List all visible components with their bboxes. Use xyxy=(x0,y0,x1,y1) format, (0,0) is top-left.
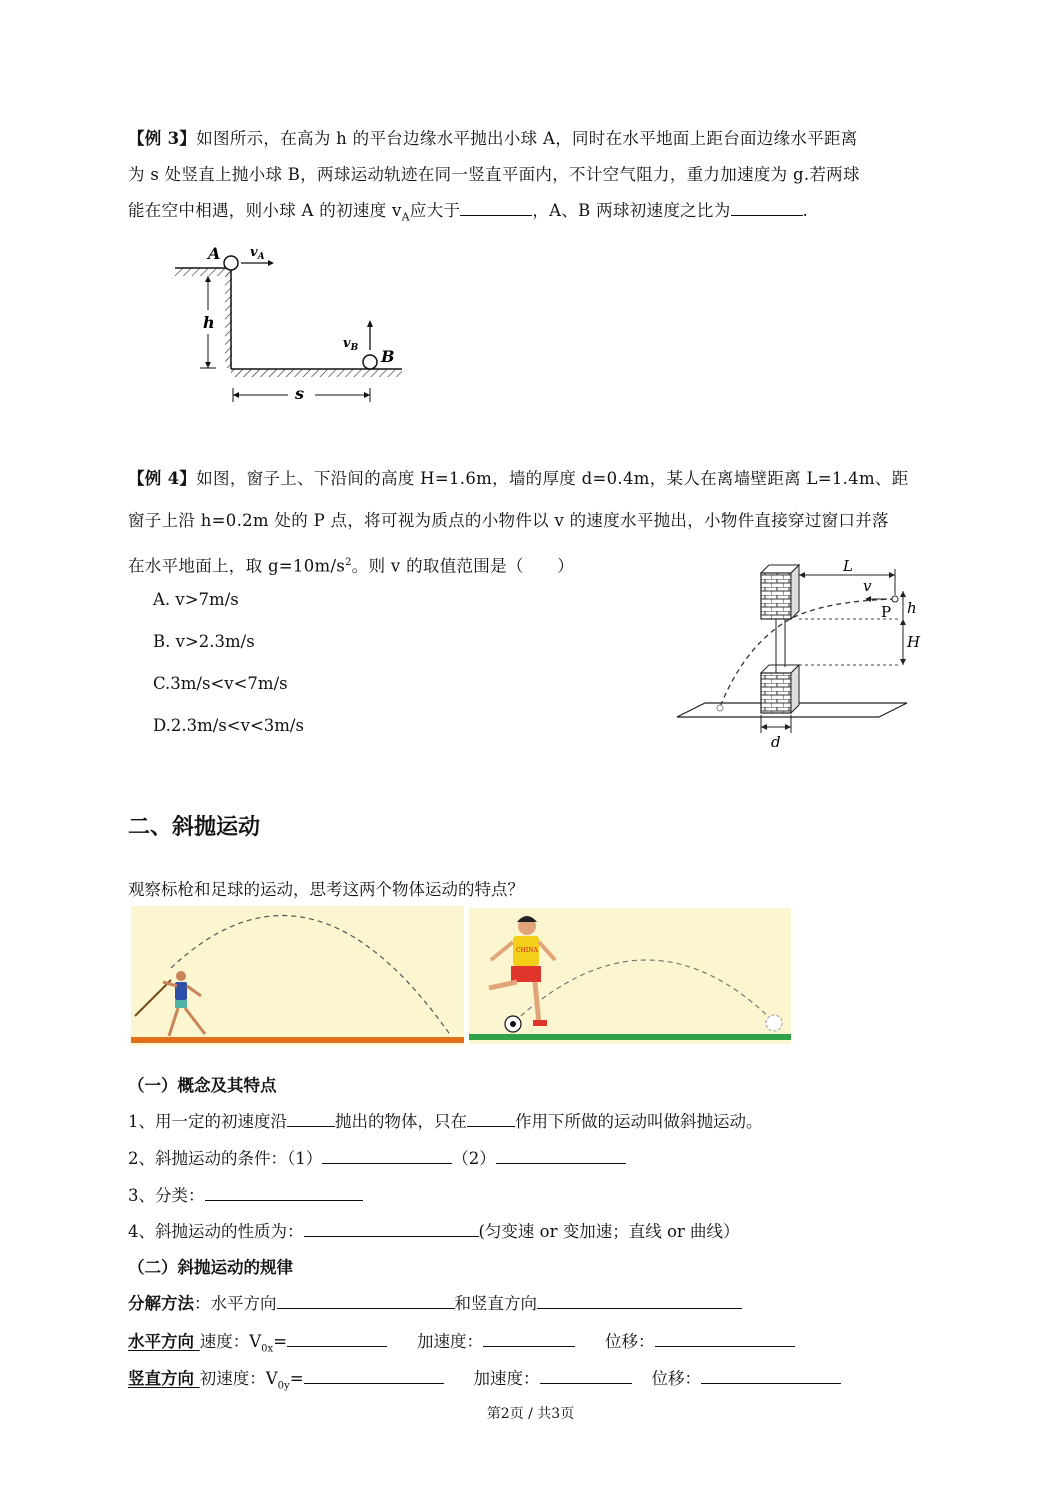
horizontal-acceleration-label: 加速度： xyxy=(417,1332,484,1351)
example-4-line-3a: 在水平地面上，取 g=10m/s xyxy=(128,556,346,576)
football-pitch xyxy=(469,1034,791,1040)
d-arrow-right xyxy=(785,724,791,730)
vertical-acceleration-label: 加速度： xyxy=(473,1369,540,1388)
item-3 xyxy=(128,1182,363,1206)
l-arrow-left xyxy=(799,572,805,578)
subheading-concept: （一）概念及其特点 xyxy=(128,1076,277,1095)
blank-ay[interactable] xyxy=(540,1369,632,1384)
decomposition-vertical: 和竖直方向 xyxy=(454,1294,537,1313)
label-v: v xyxy=(863,577,872,595)
answer-blank-ratio[interactable] xyxy=(731,201,803,216)
example-3-line-3a: 能在空中相遇，则小球 A 的初速度 v xyxy=(128,201,402,220)
vertical-line xyxy=(128,1365,841,1391)
javelin-illustration xyxy=(131,906,464,1046)
ground-hatch xyxy=(231,369,402,377)
lower-wall-side xyxy=(791,665,799,713)
h-dim-arrow xyxy=(900,591,906,597)
label-b: B xyxy=(381,347,395,366)
label-va-sub: A xyxy=(257,252,265,262)
v0y-subscript: 0y xyxy=(277,1380,290,1392)
label-d: d xyxy=(771,733,781,751)
point-p xyxy=(892,596,898,602)
javelin-track xyxy=(131,1037,464,1043)
item-2-part-b: （2） xyxy=(452,1149,496,1168)
svg-text:vB xyxy=(343,336,359,353)
blank-vertical-motion[interactable] xyxy=(537,1294,742,1309)
item-2-part-a: 2、斜抛运动的条件：（1） xyxy=(128,1149,323,1168)
va-subscript: A xyxy=(401,210,410,224)
label-vb: v xyxy=(343,336,351,351)
item-1-part-c: 作用下所做的运动叫做斜抛运动。 xyxy=(515,1112,763,1131)
vertical-label: 竖直方向 xyxy=(128,1369,200,1388)
h-arrow-up xyxy=(205,276,211,282)
v0x-subscript: 0x xyxy=(261,1343,274,1355)
label-va: v xyxy=(250,245,258,260)
l-arrow-right xyxy=(889,572,895,578)
blank-ax[interactable] xyxy=(483,1332,575,1347)
example-3-line-3c: ，A、B 两球初速度之比为 xyxy=(532,201,731,220)
d-arrow-left xyxy=(761,724,767,730)
item-4 xyxy=(128,1218,740,1242)
horizontal-velocity-eq: = xyxy=(273,1332,288,1351)
va-arrowhead xyxy=(268,260,274,266)
h-arrow-down xyxy=(205,362,211,368)
label-l: L xyxy=(843,557,853,575)
vertical-velocity-eq: = xyxy=(289,1369,304,1388)
section-heading: 二、斜抛运动 xyxy=(128,815,261,840)
subheading-laws: （二）斜抛运动的规律 xyxy=(128,1258,293,1277)
s-arrow-left xyxy=(233,392,239,398)
blank-v0x[interactable] xyxy=(287,1332,387,1347)
horizontal-velocity-label: 速度：V xyxy=(199,1332,262,1351)
option-c[interactable]: C.3m/s<v<7m/s xyxy=(153,674,288,693)
item-1-part-b: 抛出的物体，只在 xyxy=(335,1112,467,1131)
label-p: P xyxy=(881,603,892,621)
ball-b xyxy=(363,355,377,369)
horizontal-label: 水平方向 xyxy=(128,1332,200,1351)
blank-nature[interactable] xyxy=(304,1222,479,1237)
decomposition-label: 分解方法 xyxy=(128,1294,194,1313)
football-illustration xyxy=(469,908,791,1044)
ball-landing xyxy=(766,1015,782,1031)
big-h-arrow-up xyxy=(900,619,906,625)
answer-blank-va[interactable] xyxy=(460,201,532,216)
blank-v0y[interactable] xyxy=(304,1369,444,1384)
upper-wall xyxy=(761,573,791,619)
example-3-period: . xyxy=(802,201,809,220)
g-superscript: 2 xyxy=(345,557,352,568)
blank-y[interactable] xyxy=(701,1369,841,1384)
big-h-arrow-down xyxy=(900,659,906,665)
ball-a xyxy=(224,256,238,270)
example-4-tag: 【例 4】 xyxy=(128,469,197,488)
jersey-text: CHINA xyxy=(516,947,538,954)
s-arrow-right xyxy=(364,392,370,398)
blank-condition-2[interactable] xyxy=(496,1149,626,1164)
decomposition-horizontal: ：水平方向 xyxy=(194,1294,277,1313)
blank-direction[interactable] xyxy=(287,1112,335,1127)
vertical-displacement-label: 位移： xyxy=(651,1369,702,1388)
upper-wall-side xyxy=(791,565,799,619)
label-h-small: h xyxy=(907,599,917,617)
example-3-line-2: 为 s 处竖直上抛小球 B，两球运动轨迹在同一竖直平面内，不计空气阻力，重力加速度为 g.若两球 xyxy=(128,165,860,184)
example-4-line-3b: 。则 v 的取值范围是（ ） xyxy=(351,556,575,576)
item-3-label: 3、分类： xyxy=(128,1186,205,1205)
page-footer: 第2页 / 共3页 xyxy=(486,1406,575,1422)
label-vb-sub: B xyxy=(350,343,359,353)
blank-classification[interactable] xyxy=(205,1186,363,1201)
horizontal-displacement-label: 位移： xyxy=(605,1332,655,1351)
item-4-part-b: (匀变速 or 变加速；直线 or 曲线） xyxy=(478,1222,740,1241)
item-1-part-a: 1、用一定的初速度沿 xyxy=(128,1112,287,1131)
example-4-line-2: 窗子上沿 h=0.2m 处的 P 点，将可视为质点的小物件以 v 的速度水平抛出，小物件直接穿过窗口并落 xyxy=(128,511,889,530)
example-3-tag: 【例 3】 xyxy=(128,129,197,148)
label-big-h: H xyxy=(907,633,921,651)
label-a: A xyxy=(208,244,221,263)
item-4-part-a: 4、斜抛运动的性质为： xyxy=(128,1222,304,1241)
vertical-velocity-label: 初速度：V xyxy=(199,1369,278,1388)
platform-diagram xyxy=(170,238,410,410)
item-1 xyxy=(128,1108,763,1132)
landing-point xyxy=(717,705,723,711)
blank-condition-1[interactable] xyxy=(322,1149,452,1164)
item-2 xyxy=(128,1145,626,1169)
projectile-trajectory xyxy=(720,599,895,707)
decomposition-line xyxy=(128,1290,742,1314)
lower-wall xyxy=(761,673,791,713)
example-3-text xyxy=(128,121,940,235)
section-intro: 观察标枪和足球的运动，思考这两个物体运动的特点？ xyxy=(128,880,524,899)
window-wall-diagram xyxy=(675,555,933,755)
blank-x[interactable] xyxy=(655,1332,795,1347)
option-a[interactable]: A. v>7m/s xyxy=(153,590,239,609)
label-h: h xyxy=(203,313,215,332)
example-4-line-1: 如图，窗子上、下沿间的高度 H=1.6m，墙的厚度 d=0.4m，某人在离墙壁距离 L=1.4m、距 xyxy=(196,469,909,488)
option-d[interactable]: D.2.3m/s<v<3m/s xyxy=(153,716,304,735)
label-s: s xyxy=(295,384,305,403)
blank-horizontal-motion[interactable] xyxy=(277,1294,455,1309)
vb-arrowhead xyxy=(367,320,373,327)
blank-force[interactable] xyxy=(467,1112,515,1127)
platform-hatch xyxy=(175,268,231,276)
soccer-ball-patch xyxy=(510,1021,516,1027)
horizontal-line xyxy=(128,1328,795,1354)
example-3-line-1: 如图所示，在高为 h 的平台边缘水平抛出小球 A，同时在水平地面上距台面边缘水平距离 xyxy=(196,129,858,148)
option-b[interactable]: B. v>2.3m/s xyxy=(153,632,255,651)
svg-text:vA xyxy=(250,245,265,262)
example-3-line-3b: 应大于 xyxy=(409,201,461,220)
